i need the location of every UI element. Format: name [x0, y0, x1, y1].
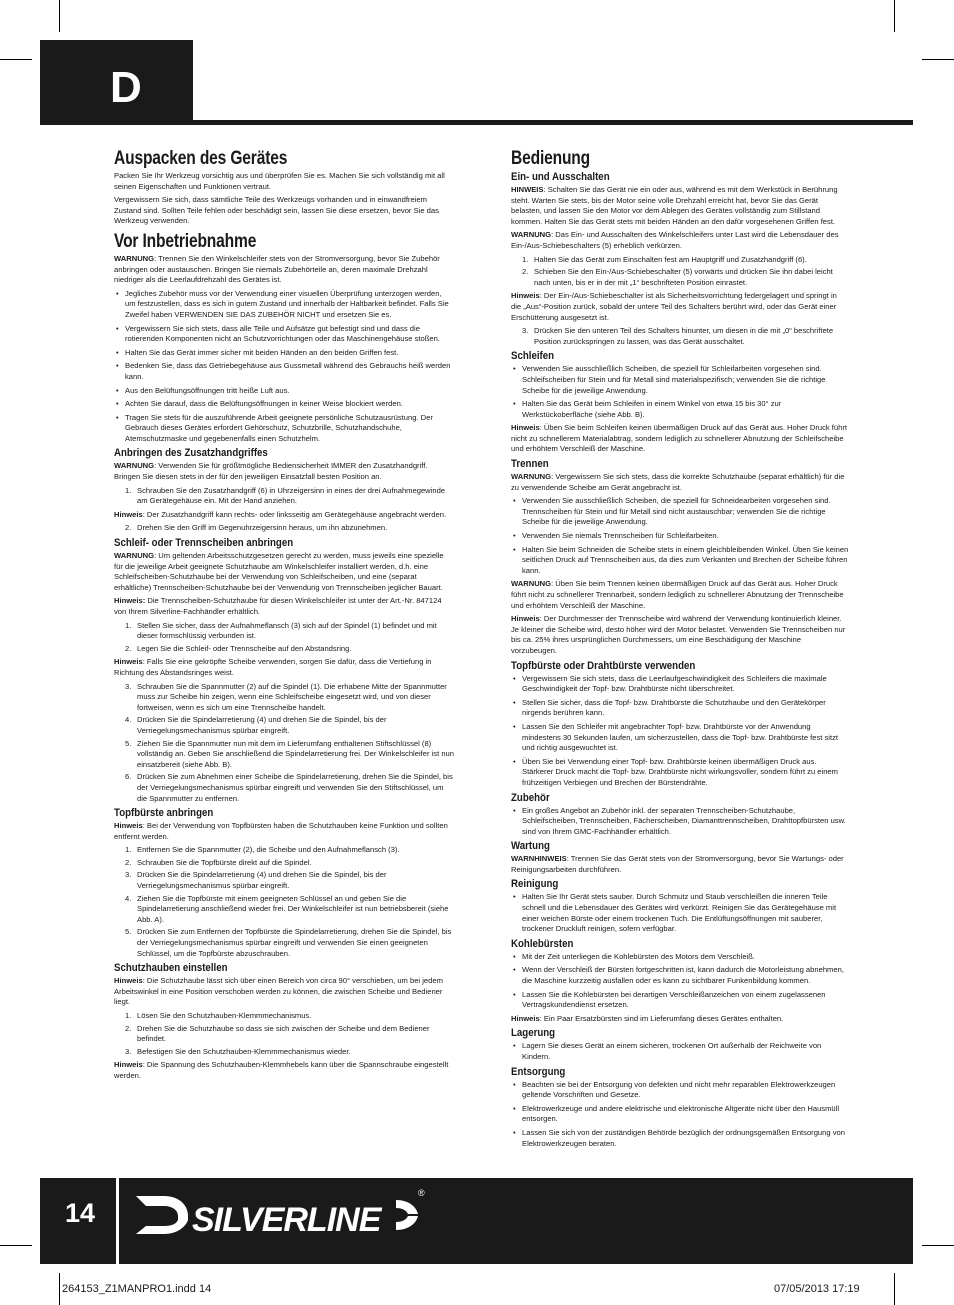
- hint-label: Hinweis: [511, 1013, 540, 1023]
- step-text: Lösen Sie den Schutzhauben-Klemmmechanismus.: [137, 1011, 312, 1020]
- warning-label: WARNUNG: [114, 253, 155, 263]
- warning-label: WARNUNG: [511, 579, 552, 589]
- logo-wordmark: SILVERLINE: [192, 1201, 381, 1239]
- step-number: 3.: [125, 870, 132, 880]
- warning-paragraph: [511, 854, 849, 875]
- step-item: [114, 644, 454, 655]
- step-number: 4.: [125, 715, 132, 725]
- list-item: • Wenn der Verschleiß der Bürsten fortgeschritten ist, kann dadurch die Motorleistung abnehmen, die Maschine kurzzeitig ausfallen oder es kann zu sichtbarer Funkenbildung kommen.: [511, 965, 849, 986]
- step-text: Entfernen Sie die Spannmutter (2), die Scheibe und den Aufnahmeflansch (3).: [137, 845, 400, 855]
- list-item: • Achten Sie darauf, dass die Belüftungsöffnungen in keiner Weise blockiert werden.: [114, 399, 454, 410]
- silverline-logo: [134, 1186, 434, 1242]
- bullet-list: [114, 289, 454, 445]
- hint-label: Hinweis: [511, 614, 540, 624]
- step-text: Befestigen Sie den Schutzhauben-Klemmmechanismus wieder.: [137, 1046, 351, 1056]
- step-number: 3.: [125, 681, 132, 691]
- step-number: 1.: [125, 1011, 132, 1020]
- list-item: • Tragen Sie stets für die auszuführende Arbeit geeignete persönliche Schutzausrüstung. Der Gebrauch dieses Gerätes erfordert Gehörschutz, Schutzbrille, Schutzhandschuhe, Atemschutzmaske und gegebenenfalls einen Schutzhelm.: [114, 413, 454, 445]
- crop-mark: [59, 1273, 60, 1305]
- header-rule: [40, 120, 913, 125]
- list-item: • Halten Sie Ihr Gerät stets sauber. Durch Schmutz und Staub verschleißen die inneren Teile schnell und die Lebensdauer des Gerätes wird verkürzt. Reinigen Sie das Gerätegehäuse mit einer weichen Bürste oder einem trockenen Tuch. Die Entlüftungsöffnungen mit sauberer, trockener Druckluft reinigen, sofern verfügbar.: [511, 892, 849, 934]
- step-number: 1.: [125, 620, 132, 630]
- bullet-list: [511, 806, 849, 838]
- hint-label: Hinweis: [511, 291, 540, 301]
- hint-text: Die Trennscheiben-Schutzhaube für diesen Winkelschleifer ist unter der Art.-Nr. 847124 von Ihrem Silverline-Fachhändler erhältlich.: [114, 596, 442, 616]
- step-list: [114, 1011, 454, 1057]
- list-item: • Lassen Sie sich von der zuständigen Behörde bezüglich der ordnungsgemäßen Entsorgung von Elektrowerkzeugen beraten.: [511, 1128, 849, 1149]
- list-item: • Halten Sie das Gerät beim Schleifen in einem Winkel von etwa 15 bis 30° zur Werkstückoberfläche (siehe Abb. B).: [511, 399, 849, 420]
- hint-label: HINWEIS: [511, 185, 544, 194]
- subsection-title: Schutzhauben einstellen: [114, 962, 228, 975]
- section-title-operation: Bedienung: [511, 148, 591, 169]
- step-number: 2.: [125, 643, 132, 653]
- step-number: 2.: [125, 857, 132, 867]
- step-number: 5.: [125, 927, 132, 937]
- step-item: [114, 845, 454, 856]
- step-item: [114, 927, 454, 959]
- step-text: Drehen Sie die Schutzhaube so dass sie sich zwischen der Scheibe und dem Bediener befindet.: [137, 1023, 430, 1044]
- list-item: • Verwenden Sie ausschließlich Scheiben, die speziell für Schleifarbeiten vorgesehen sind. Schleifscheiben für Stein und für Metall sind materialspezifisch; verwenden Sie die richtige Scheibe für die jeweilige Anwendung.: [511, 364, 849, 396]
- warning-text: : Vergewissern Sie sich stets, dass die korrekte Schutzhaube (separat erhältlich) für die zu verwendende Scheibe am Gerät angebracht ist.: [511, 472, 845, 492]
- step-list: [511, 326, 849, 347]
- step-number: 2.: [522, 267, 529, 277]
- subsection-title: Wartung: [511, 840, 550, 853]
- hint-paragraph: [511, 291, 849, 323]
- hint-label: Hinweis: [114, 509, 143, 519]
- hint-paragraph: [114, 510, 454, 521]
- step-text: Legen Sie die Schleif- oder Trennscheibe auf den Abstandsring.: [137, 643, 352, 653]
- silverline-logo-icon: [134, 1186, 434, 1242]
- hint-label: Hinweis: [114, 821, 143, 831]
- subsection-title: Anbringen des Zusatzhandgriffes: [114, 447, 268, 460]
- hint-text: : Üben Sie beim Schleifen keinen übermäßigen Druck auf das Gerät aus. Hoher Druck führt nicht zu schnellerem Materialabtrag, sondern lediglich zu schnellerer Abnutzung der Schleifscheibe und erhöhtem Verschleiß der Maschine.: [511, 423, 847, 454]
- hint-label: Hinweis: [114, 976, 143, 986]
- step-text: Halten Sie das Gerät zum Einschalten fest am Hauptgriff und Zusatzhandgriff (6).: [534, 254, 807, 264]
- warning-paragraph: [114, 551, 454, 593]
- warning-text: : Um geltenden Arbeitsschutzgesetzen gerecht zu werden, muss jeweils eine spezielle für die jeweilige Arbeit geeignete Schutzhaube am Winkelschleifer installiert werden, d.h. eine Schleifscheiben-Schutzhaube bei der Verwendung von Schleifscheiben, und eine (separat erhältliche) Trennscheiben-Schutzhaube bei der Verwendung von Trennscheiben jeglicher Bauart.: [114, 551, 444, 592]
- step-text: Drücken Sie den unteren Teil des Schalters hinunter, um diesen in die mit „0“ beschriftete Position zurückspringen zu lassen, was das Gerät ausschaltet.: [534, 326, 834, 346]
- hint-paragraph: [511, 614, 849, 656]
- language-letter: D: [110, 63, 142, 112]
- step-list: [114, 621, 454, 655]
- step-item: [114, 523, 454, 534]
- hint-paragraph: [114, 657, 454, 678]
- paragraph: Packen Sie Ihr Werkzeug vorsichtig aus und überprüfen Sie es. Machen Sie sich vollständig mit all seinen Eigenschaften und Funktionen vertraut.: [114, 171, 445, 191]
- step-text: Drücken Sie die Spindelarretierung (4) und drehen Sie die Spindel, bis der Verriegelungsmechanismus spürbar eingreift.: [137, 870, 387, 891]
- subsection-title: Topfbürste oder Drahtbürste verwenden: [511, 659, 696, 672]
- list-item: • Vergewissern Sie sich stets, dass die Leerlaufgeschwindigkeit des Schleifers die maximale Geschwindigkeit der Topf- bzw. Drahtbürste nicht überschreitet.: [511, 674, 849, 695]
- hint-text: : Bei der Verwendung von Topfbürsten haben die Schutzhauben keine Funktion und sollten entfernt werden.: [114, 821, 448, 841]
- hint-label: Hinweis: [114, 1060, 143, 1070]
- subsection-title: Trennen: [511, 458, 549, 471]
- bullet-list: [511, 892, 849, 934]
- step-list: [114, 845, 454, 959]
- list-item: • Halten Sie das Gerät immer sicher mit beiden Händen an den beiden Griffen fest.: [114, 348, 454, 359]
- step-list: [114, 682, 454, 805]
- step-item: [114, 486, 454, 507]
- step-text: Schrauben Sie den Zusatzhandgriff (6) in Uhrzeigersinn in eines der drei Aufnahmegewinde am Gerätegehäuse ein. Mit der Hand anziehen.: [137, 485, 446, 506]
- warning-label: WARNHINWEIS: [511, 854, 567, 864]
- list-item: • Halten Sie beim Schneiden die Scheibe stets in einem gleichbleibenden Winkel. Üben Sie keinen seitlichen Druck auf Trennscheiben aus, da dies zum Verkanten und Brechen der Scheibe führen kann.: [511, 545, 849, 577]
- hint-paragraph: [114, 1060, 454, 1081]
- crop-mark: [922, 1245, 954, 1246]
- hint-text: : Der Ein-/Aus-Schiebeschalter ist als Sicherheitsvorrichtung federgelagert und springt in die „Aus“-Position zurück, sobald der untere Teil des Schalters berührt wird, oder das Gerät einer Erschütterung ausgesetzt ist.: [511, 291, 837, 322]
- subsection-title: Schleifen: [511, 350, 555, 363]
- step-list: [114, 486, 454, 507]
- step-item: [114, 621, 454, 642]
- subsection-title: Lagerung: [511, 1027, 556, 1040]
- step-item: [511, 255, 849, 266]
- warning-label: WARNUNG: [511, 472, 552, 482]
- step-text: Ziehen Sie die Spannmutter nun mit dem im Lieferumfang enthaltenen Stiftschlüssel (8) vollständig an. Geben Sie anschließend die Spindelarretierung frei. Der Winkelschleifer ist nun einsatzbereit (siehe Abb. B).: [137, 738, 454, 769]
- list-item: • Elektrowerkzeuge und andere elektrische und elektronische Altgeräte nicht über den Hausmüll entsorgen.: [511, 1104, 849, 1125]
- hint-paragraph: [114, 821, 454, 842]
- warning-paragraph: [511, 230, 849, 251]
- list-item: • Üben Sie bei Verwendung einer Topf- bzw. Drahtbürste keinen übermäßigen Druck aus. Stärkerer Druck macht die Topf- bzw. Drahtbürste nicht wirkungsvoller, sondern führt zu einem frühzeitigen Verbiegen und Brechen der Bürstendrähte.: [511, 757, 849, 789]
- step-text: Schrauben Sie die Topfbürste direkt auf die Spindel.: [137, 857, 312, 867]
- hint-text: : Die Schutzhaube lässt sich über einen Bereich von circa 90° verschieben, um bei jedem Arbeitswinkel in eine Position verschoben werden zu können, die zwischen Scheibe und Bediener liegt.: [114, 976, 443, 1007]
- warning-label: WARNUNG: [114, 461, 155, 471]
- step-text: Schrauben Sie die Spannmutter (2) auf die Spindel (1). Die erhabene Mitte der Spannmutter muss zur Scheibe hin zeigen, wenn eine Schleifscheibe eingesetzt wird, und von dieser fortweisen, wenn es sich um eine Trennscheibe handelt.: [137, 681, 447, 712]
- crop-mark: [59, 0, 60, 32]
- slug-file: 264153_Z1MANPRO1.indd 14: [62, 1283, 212, 1295]
- list-item: • Lagern Sie dieses Gerät an einem sicheren, trockenen Ort außerhalb der Reichweite von Kindern.: [511, 1041, 849, 1062]
- bullet-list: [511, 674, 849, 789]
- step-item: [114, 1011, 454, 1022]
- hint-text: : Falls Sie eine gekröpfte Scheibe verwenden, sorgen Sie dafür, dass die Vertiefung in Richtung des Abstandsringes weist.: [114, 657, 432, 677]
- paragraph: Vergewissern Sie sich, dass sämtliche Teile des Werkzeugs vorhanden und in einwandfreiem Zustand sind. Sollten Teile fehlen oder beschädigt sein, lassen Sie diese ersetzen, bevor Sie das Werkzeug verwenden.: [114, 195, 439, 226]
- warning-text: : Verwenden Sie für größtmögliche Bediensicherheit IMMER den Zusatzhandgriff. Bringen Sie diesen stets in der für den jeweiligen Einsatzfall besten Position an.: [114, 461, 428, 482]
- step-number: 1.: [125, 845, 132, 855]
- hint-text: : Der Durchmesser der Trennscheibe wird während der Verwendung kontinuierlich kleiner. Je kleiner die Scheibe wird, desto höher wird der Motor belastet. Verwenden Sie Trennscheiben nur bis ca. 25% ihres ursprünglichen Durchmessers, um eine Beschädigung der Maschine vorzubeugen.: [511, 614, 846, 655]
- step-item: [114, 870, 454, 891]
- warning-paragraph: [511, 472, 849, 493]
- subsection-title: Kohlebürsten: [511, 937, 574, 950]
- subsection-title: Topfbürste anbringen: [114, 807, 214, 820]
- bullet-list: [511, 1080, 849, 1150]
- step-number: 2.: [125, 1023, 132, 1033]
- step-number: 5.: [125, 738, 132, 748]
- bullet-list: [511, 1041, 849, 1062]
- step-item: [114, 1047, 454, 1058]
- step-number: 1.: [125, 485, 132, 495]
- list-item: • Lassen Sie die Kohlebürsten bei derartigen Verschleißanzeichen von einem zugelassenen Vertragskundendienst ersetzen.: [511, 990, 849, 1011]
- hint-label: Hinweis:: [114, 596, 146, 606]
- list-item: • Vergewissern Sie sich stets, dass alle Teile und Aufsätze gut befestigt sind und dass die rotierenden Komponenten nicht an Schutzvorrichtungen oder das Maschinengehäuse stoßen.: [114, 324, 454, 345]
- step-text: Stellen Sie sicher, dass der Aufnahmeflansch (3) sich auf der Spindel (1) befindet und mit dieser formschlüssig verbunden ist.: [137, 620, 437, 641]
- step-number: 1.: [522, 254, 529, 264]
- step-list: [511, 255, 849, 289]
- subsection-title: Zubehör: [511, 791, 550, 804]
- crop-mark: [0, 1245, 32, 1246]
- step-number: 4.: [125, 893, 132, 903]
- list-item: • Jegliches Zubehör muss vor der Verwendung einer visuellen Überprüfung unterzogen werden, um festzustellen, dass es sich in gutem Zustand und innerhalb der Haltbarkeit befindet. Falls Sie Zweifel haben VERWENDEN SIE DAS ZUBEHÖR NICHT und ersetzen Sie es.: [114, 289, 454, 321]
- hint-paragraph: [511, 423, 849, 455]
- hint-paragraph: [511, 1014, 849, 1025]
- hint-label: Hinweis: [511, 423, 540, 433]
- step-number: 3.: [125, 1046, 132, 1056]
- bullet-list: [511, 952, 849, 1011]
- hint-paragraph: [114, 976, 454, 1008]
- step-number: 2.: [125, 523, 132, 533]
- warning-label: WARNUNG: [114, 551, 155, 561]
- crop-mark: [0, 59, 32, 60]
- list-item: • Lassen Sie den Schleifer mit angebrachter Topf- bzw. Drahtbürste vor der Anwendung mindestens 30 Sekunden laufen, um sicherzustellen, dass die Topf- bzw. Drahtbürste fest sitzt und richtig ausgewuchtet ist.: [511, 722, 849, 754]
- warning-text: : Trennen Sie den Winkelschleifer stets von der Stromversorgung, bevor Sie Zubehör anbringen oder austauschen. Bringen Sie niemals Zubehörteile an, deren maximale Drehzahl niedriger als die Leerlaufdrehzahl des Gerätes ist.: [114, 253, 440, 285]
- warning-paragraph: [114, 254, 454, 286]
- warning-paragraph: [114, 461, 454, 482]
- bullet-list: [511, 496, 849, 576]
- hint-label: Hinweis: [114, 657, 143, 667]
- hint-paragraph: [114, 596, 454, 617]
- section-title-preparation: Vor Inbetriebnahme: [114, 230, 257, 252]
- step-item: [114, 682, 454, 714]
- list-item: • Verwenden Sie ausschließlich Scheiben, die speziell für Schneidearbeiten vorgesehen sind. Trennscheiben für Stein und für Metall sind nicht austauschbar; verwenden Sie die richtige Scheibe für die jeweilige Anwendung.: [511, 496, 849, 528]
- list-item: • Aus den Belüftungsöffnungen tritt heiße Luft aus.: [114, 386, 454, 397]
- hint-text: : Die Spannung des Schutzhauben-Klemmhebels kann über die Spannschraube eingestellt werden.: [114, 1060, 449, 1080]
- slug-date: 07/05/2013 17:19: [774, 1283, 860, 1295]
- step-text: Schieben Sie den Ein-/Aus-Schiebeschalter (5) vorwärts und drücken Sie ihn dabei leicht nach unten, bis er in der mit „1“ beschrifteten Position einrastet.: [534, 267, 833, 287]
- right-column: [511, 148, 849, 1152]
- subsection-title: Entsorgung: [511, 1065, 566, 1078]
- step-text: Drehen Sie den Griff im Gegenuhrzeigersinn heraus, um ihn abzunehmen.: [137, 523, 388, 533]
- step-item: [114, 858, 454, 869]
- step-item: [511, 326, 849, 347]
- subsection-title: Reinigung: [511, 878, 559, 891]
- left-column: [114, 148, 454, 1085]
- hint-text: : Schalten Sie das Gerät nie ein oder aus, während es mit dem Werkstück in Berührung steht. Warten Sie stets, bis der Motor seine volle Drehzahl erreicht hat, bevor Sie das Gerät belasten, und lassen Sie den Motor vor dem Ablegen des Gerätes vollständig zum Stillstand kommen. Halten Sie das Gerät stets mit beiden Händen an den dafür vorgesehenen Griffen fest.: [511, 185, 838, 226]
- step-item: [114, 1024, 454, 1045]
- subsection-title: Ein- und Ausschalten: [511, 171, 610, 183]
- warning-text: : Das Ein- und Ausschalten des Winkelschleifers unter Last wird die Lebensdauer des Ein-/Aus-Schiebeschalters (5) erheblich verkürzen.: [511, 230, 839, 250]
- footer-divider: [116, 1178, 119, 1264]
- crop-mark: [894, 0, 895, 32]
- crop-mark: [894, 1273, 895, 1305]
- section-title-unpacking: Auspacken des Gerätes: [114, 148, 288, 169]
- list-item: • Stellen Sie sicher, dass die Topf- bzw. Drahtbürste die Schutzhaube und den Gerätekörper nirgends berühren kann.: [511, 698, 849, 719]
- list-item: • Ein großes Angebot an Zubehör inkl. der separaten Trennscheiben-Schutzhaube, Schleifscheiben, Trennscheiben, Fächerscheiben, Diamanttrennscheiben, Drahttopfbürsten usw. sind von Ihrem GMC-Fachhändler erhältlich.: [511, 806, 849, 838]
- step-item: [114, 739, 454, 771]
- warning-label: WARNUNG: [511, 230, 552, 240]
- warning-text: : Üben Sie beim Trennen keinen übermäßigen Druck auf das Gerät aus. Hoher Druck führt nicht zu schnellerer Trennarbeit, sondern lediglich zu schnellerer Abnutzung der Trennscheibe und erhöhtem Verschleiß der Maschine.: [511, 579, 844, 610]
- step-text: Drücken Sie die Spindelarretierung (4) und drehen Sie die Spindel, bis der Verriegelungsmechanismus spürbar eingreift.: [137, 715, 387, 735]
- crop-mark: [922, 59, 954, 60]
- bullet-list: [511, 364, 849, 420]
- warning-text: : Trennen Sie das Gerät stets von der Stromversorgung, bevor Sie Wartungs- oder Reinigungsarbeiten durchführen.: [511, 854, 844, 874]
- list-item: • Beachten sie bei der Entsorgung von defekten und nicht mehr reparablen Elektrowerkzeugen geltende Vorschriften und Gesetze.: [511, 1080, 849, 1101]
- step-number: 3.: [522, 326, 529, 336]
- hint-text: : Der Zusatzhandgriff kann rechts- oder linksseitig am Gerätegehäuse angebracht werden.: [142, 509, 447, 519]
- step-item: [511, 267, 849, 288]
- list-item: • Bedenken Sie, dass das Getriebegehäuse aus Gussmetall während des Gebrauchs heiß werden kann.: [114, 361, 454, 382]
- step-text: Drücken Sie zum Entfernen der Topfbürste die Spindelarretierung, drehen Sie die Spindel, bis der Verriegelungsmechanismus spürbar eingreift und verwenden Sie einen geeigneten Schlüssel, um die Topfbürste abzuschrauben.: [137, 927, 452, 958]
- step-list: [114, 523, 454, 534]
- hint-text: : Ein Paar Ersatzbürsten sind im Lieferumfang dieses Gerätes enthalten.: [539, 1013, 784, 1023]
- registered-mark: ®: [418, 1188, 425, 1198]
- warning-paragraph: [511, 579, 849, 611]
- step-text: Ziehen Sie die Topfbürste mit einem geeigneten Schlüssel an und geben Sie die Spindelarretierung anschließend wieder frei. Der Winkelschleifer ist nun betriebsbereit (siehe Abb. A).: [137, 893, 449, 924]
- hint-paragraph: [511, 185, 849, 227]
- subsection-title: Schleif- oder Trennscheiben anbringen: [114, 537, 294, 550]
- list-item: • Verwenden Sie niemals Trennscheiben für Schleifarbeiten.: [511, 531, 849, 542]
- page-number: 14: [64, 1198, 96, 1228]
- step-item: [114, 772, 454, 804]
- list-item: • Mit der Zeit unterliegen die Kohlebürsten des Motors dem Verschleiß.: [511, 952, 849, 963]
- step-item: [114, 715, 454, 736]
- step-number: 6.: [125, 772, 132, 782]
- step-text: Drücken Sie zum Abnehmen einer Scheibe die Spindelarretierung, drehen Sie die Spindel, bis der Verriegelungsmechanismus spürbar eingreift und verwenden Sie den Stiftschlüssel, um die Spannmutter zu entfernen.: [137, 772, 453, 803]
- step-item: [114, 894, 454, 926]
